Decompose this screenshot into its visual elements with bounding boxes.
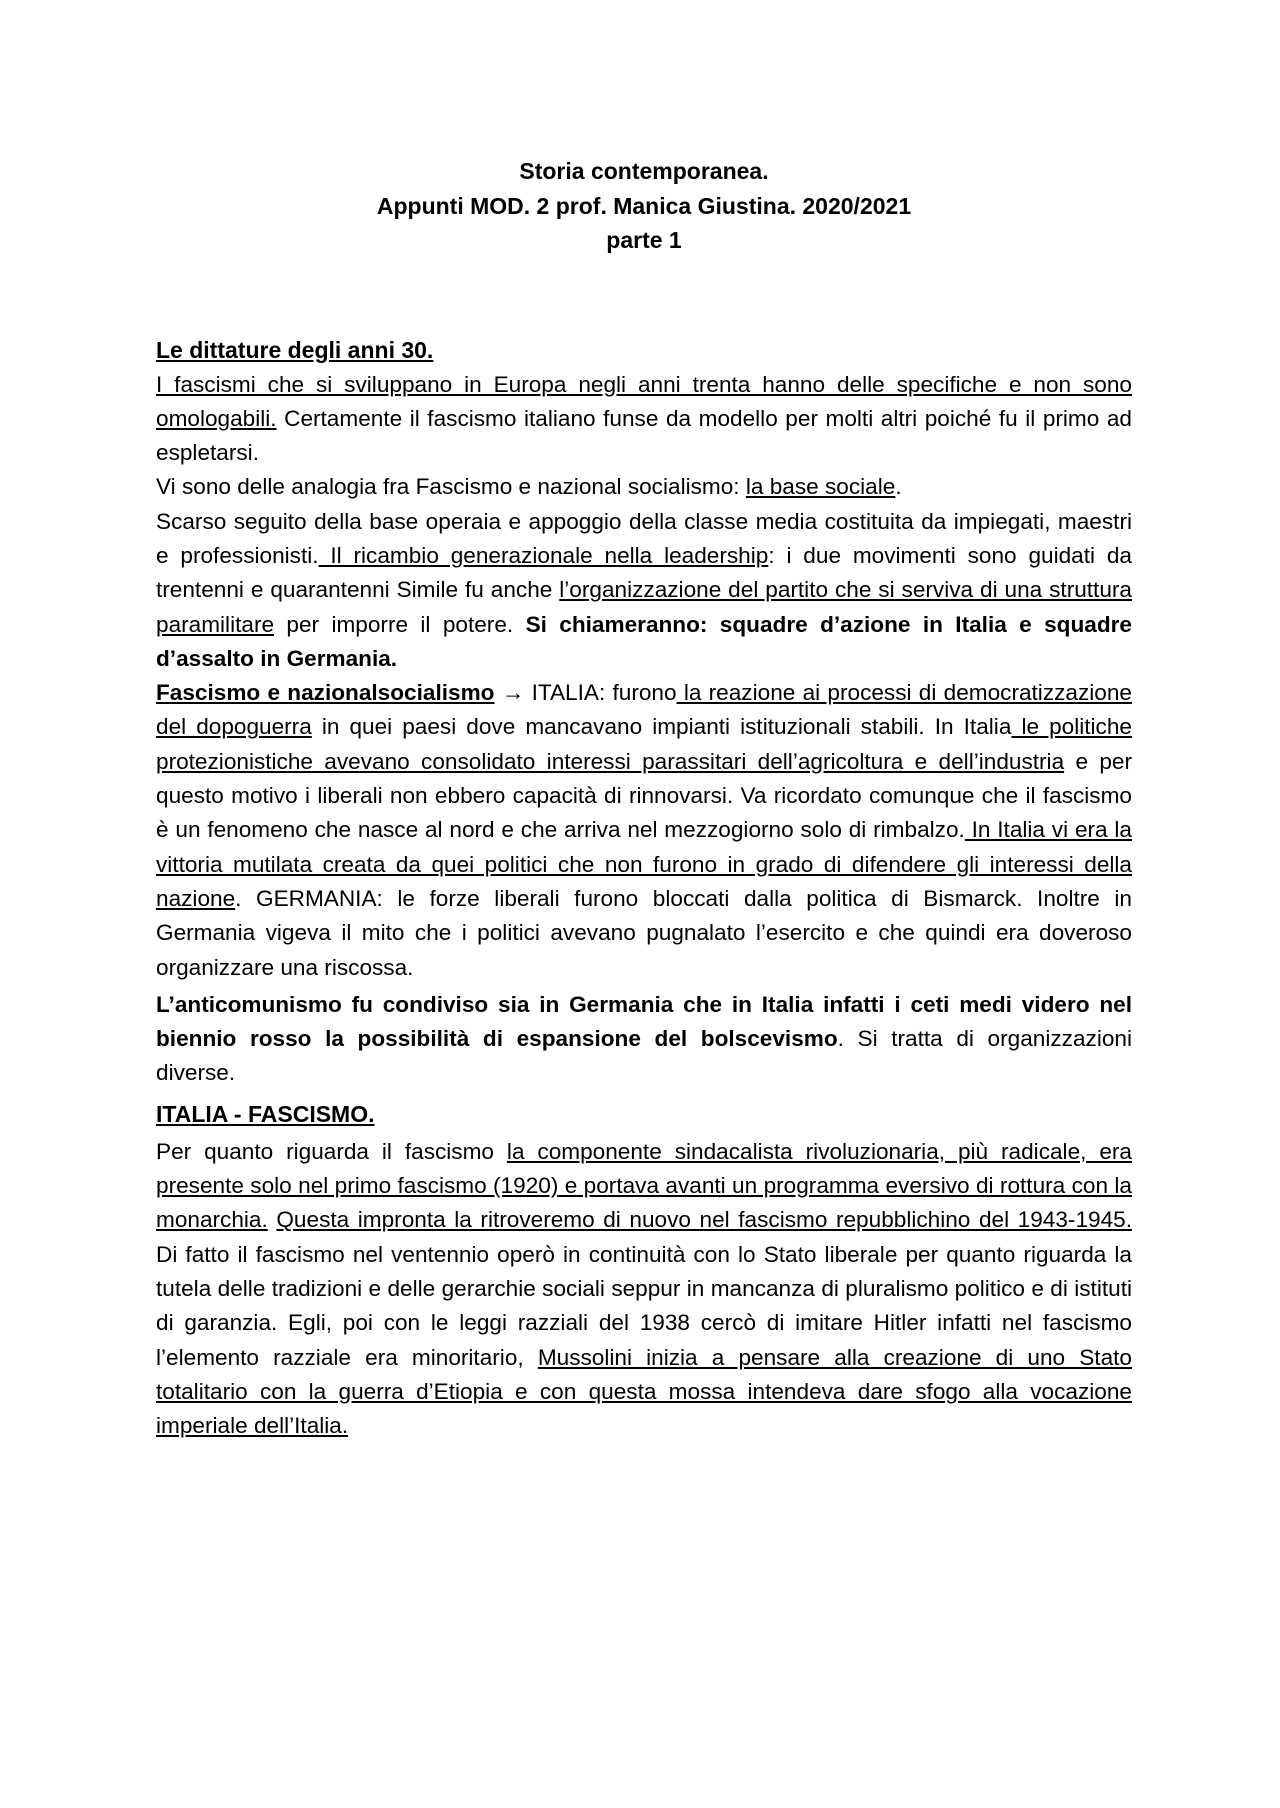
text-span: Di fatto il fascismo nel ventennio operò in continuità con lo Stato liberale per quanto riguarda la tutela delle tradizioni e delle gerarchie sociali seppur in mancanza di pluralismo politico e di istituti di garanzia. Egli, poi con le leggi razziali del 1938 cercò di imitare Hitler infatti nel fascismo l’elemento razziale era minoritario, [156, 1241, 1132, 1370]
paragraph-fascismo-italiano [156, 1135, 1132, 1444]
text-span: Vi sono delle analogia fra Fascismo e nazional socialismo: [156, 474, 746, 500]
text-span: I fascismi che si sviluppano in Europa negli anni trenta hanno delle specifiche e non sono omologabili. [156, 371, 1132, 431]
document-page [156, 154, 1132, 1443]
text-span: Il ricambio generazionale nella leadership [318, 542, 769, 568]
text-span: . GERMANIA: le forze liberali furono bloccati dalla politica di Bismarck. Inoltre in Germania vigeva il mito che i politici avevano pugnalato l’esercito e che quindi era doveroso organizzare una riscossa. [156, 885, 1132, 980]
text-span: Questa impronta la ritroveremo di nuovo nel fascismo repubblichino del 1943-1945. [276, 1207, 1132, 1233]
document-title [156, 154, 1132, 258]
section-heading-dittature: Le dittature degli anni 30. [156, 336, 434, 363]
text-span: L’anticomunismo fu condiviso sia in Germania che in Italia infatti i ceti medi videro nel biennio rosso la possibilità di espansione del bolscevismo [156, 991, 1132, 1052]
text-span: la reazione ai processi di democratizzazione del dopoguerra [156, 680, 1133, 740]
text-span: l’organizzazione del partito che si serviva di una struttura paramilitare [156, 577, 1132, 637]
text-span: In Italia vi era la vittoria mutilata creata da quei politici che non furono in grado di difendere gli interessi della nazione [156, 817, 1132, 911]
text-span: la componente sindacalista rivoluzionaria, più radicale, era presente solo nel primo fascismo (1920) e portava avanti un programma eversivo di rottura con la monarchia. [156, 1138, 1132, 1233]
paragraph-base-sociale [156, 505, 1132, 676]
paragraph-analogie [156, 470, 1132, 504]
text-span: Mussolini inizia a pensare alla creazione di uno Stato totalitario con la guerra d’Etiopia e con questa mossa intendeva dare sfogo alla vocazione imperiale dell’Italia. [156, 1344, 1132, 1439]
text-span: . Si tratta di organizzazioni diverse. [156, 1026, 1132, 1086]
text-span: . [895, 474, 902, 500]
text-span: per imporre il potere. [274, 611, 526, 637]
text-span: e per questo motivo i liberali non ebbero capacità di rinnovarsi. Va ricordato comunque che il fascismo è un fenomeno che nasce al nord e che arriva nel mezzogiorno solo di rimbalzo. [156, 748, 1132, 843]
title-line-notes: Appunti MOD. 2 prof. Manica Giustina. 2020/2021 [376, 192, 912, 219]
paragraph-fascismi-europa [156, 368, 1132, 471]
text-span: la base sociale [745, 474, 896, 500]
text-span: Per quanto riguarda il fascismo [156, 1138, 507, 1164]
text-span: Si chiameranno: squadre d’azione in Italia e squadre d’assalto in Germania. [156, 611, 1132, 671]
text-span: Fascismo e nazionalsocialismo [156, 680, 495, 706]
title-line-course: Storia contemporanea. [519, 158, 769, 184]
paragraph-anticomunismo [156, 988, 1132, 1091]
section-heading-italia-fascismo: ITALIA - FASCISMO. [156, 1100, 375, 1127]
title-line-part: parte 1 [606, 227, 682, 253]
text-span: le politiche protezionistiche avevano consolidato interessi parassitari dell’agricoltura e dell’industria [156, 714, 1132, 774]
text-span: → ITALIA: furono [494, 680, 677, 706]
text-span: Scarso seguito della base operaia e appoggio della classe media costituita da impiegati, maestri e professionisti. [156, 508, 1132, 568]
text-span: Certamente il fascismo italiano funse da modello per molti altri poiché fu il primo ad espletarsi. [156, 405, 1132, 466]
paragraph-fascismo-nazionalsocialismo [156, 676, 1132, 985]
text-span: : i due movimenti sono guidati da trentenni e quarantenni Simile fu anche [156, 542, 1132, 603]
text-span: in quei paesi dove mancavano impianti istituzionali stabili. In Italia [311, 714, 1012, 740]
